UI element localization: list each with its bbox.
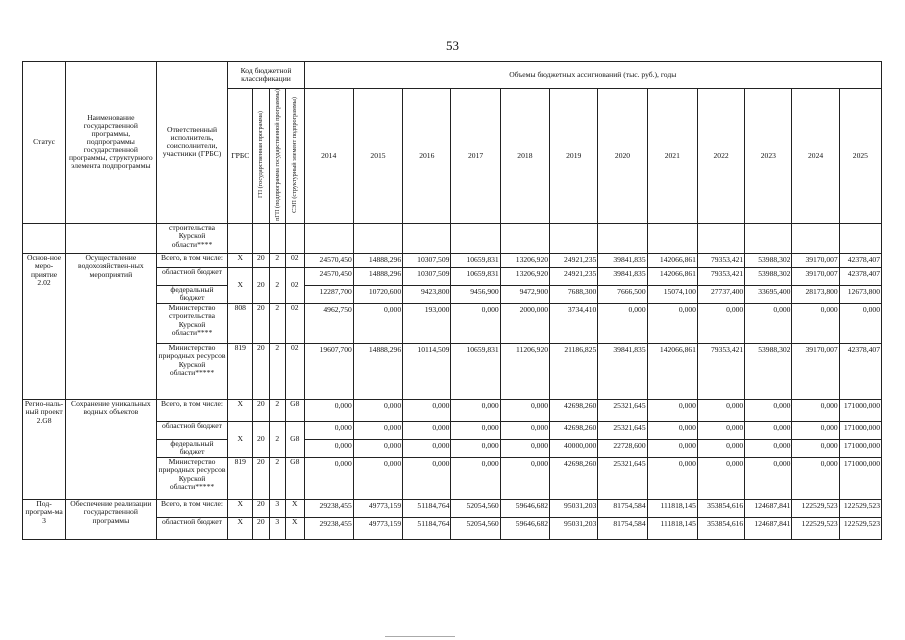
value-cell: 0,000 [304, 399, 353, 421]
value-cell: 0,000 [792, 439, 839, 457]
executor-cell: федеральный бюджет [156, 439, 228, 457]
name-cell: Сохранение уникальных водных объектов [66, 399, 156, 499]
code-sep: 02 [285, 267, 304, 303]
value-cell: 0,000 [647, 399, 697, 421]
value-cell: 0,000 [697, 421, 744, 439]
header-year: 2022 [697, 89, 744, 224]
executor-cell: Всего, в том числе: [156, 253, 228, 267]
value-cell: 10307,509 [403, 267, 451, 285]
code-pgp: 3 [269, 499, 285, 517]
value-cell: 39170,007 [792, 267, 839, 285]
value-cell: 10307,509 [403, 253, 451, 267]
value-cell [598, 223, 647, 253]
value-cell: 10659,831 [451, 343, 500, 399]
value-cell: 0,000 [745, 439, 792, 457]
name-cell: Обеспечение реализации государственной программы [66, 499, 156, 539]
value-cell: 0,000 [353, 439, 402, 457]
header-gp-label: ГП (государственная программа) [257, 111, 265, 199]
value-cell: 0,000 [839, 303, 881, 343]
page-bottom-line [385, 636, 455, 637]
value-cell: 0,000 [697, 439, 744, 457]
code-gp: 20 [253, 457, 269, 499]
value-cell: 0,000 [353, 399, 402, 421]
header-year: 2024 [792, 89, 839, 224]
value-cell: 171000,000 [839, 421, 881, 439]
value-cell: 0,000 [647, 421, 697, 439]
value-cell: 0,000 [598, 303, 647, 343]
value-cell: 42698,260 [550, 421, 598, 439]
code-gp: 20 [253, 303, 269, 343]
code-grbs: 819 [228, 457, 253, 499]
value-cell: 0,000 [697, 399, 744, 421]
value-cell: 3734,410 [550, 303, 598, 343]
value-cell: 10720,600 [353, 285, 402, 303]
value-cell: 14888,296 [353, 267, 402, 285]
code-sep [285, 223, 304, 253]
value-cell: 7666,500 [598, 285, 647, 303]
value-cell: 122529,523 [792, 499, 839, 517]
value-cell: 0,000 [353, 303, 402, 343]
code-grbs: Х [228, 517, 253, 539]
value-cell: 10659,831 [451, 267, 500, 285]
code-pgp: 2 [269, 457, 285, 499]
header-year: 2025 [839, 89, 881, 224]
value-cell: 53988,302 [745, 267, 792, 285]
value-cell: 0,000 [451, 303, 500, 343]
value-cell: 42378,407 [839, 267, 881, 285]
value-cell: 0,000 [500, 399, 549, 421]
code-sep: G8 [285, 421, 304, 457]
value-cell: 24570,450 [304, 253, 353, 267]
value-cell [353, 223, 402, 253]
header-year: 2023 [745, 89, 792, 224]
header-executor: Ответственный исполнитель, соисполнители, участники (ГРБС) [156, 62, 228, 224]
header-pgp-label: пГП (подпрограмма государственной программы) [273, 89, 281, 221]
value-cell: 25321,645 [598, 457, 647, 499]
value-cell: 122529,523 [792, 517, 839, 539]
header-name: Наименование государственной программы, подпрограммы государственной программы, структурного элемента подпрограммы [66, 62, 156, 224]
value-cell: 353854,616 [697, 517, 744, 539]
value-cell: 0,000 [304, 457, 353, 499]
value-cell: 142066,861 [647, 343, 697, 399]
table-row [23, 223, 882, 253]
code-grbs: Х [228, 253, 253, 267]
value-cell: 52054,560 [451, 517, 500, 539]
value-cell: 79353,421 [697, 253, 744, 267]
executor-cell: Всего, в том числе: [156, 399, 228, 421]
executor-cell: строительства Курской области**** [156, 223, 228, 253]
executor-cell: Министерство природных ресурсов Курской области***** [156, 457, 228, 499]
value-cell: 11206,920 [500, 343, 549, 399]
value-cell: 42698,260 [550, 457, 598, 499]
header-sep-label: СЭП (структурный элемент подпрограммы) [291, 96, 299, 213]
value-cell: 193,000 [403, 303, 451, 343]
header-volumes-group: Объемы бюджетных ассигнований (тыс. руб.), годы [304, 62, 881, 89]
header-year: 2019 [550, 89, 598, 224]
value-cell: 27737,400 [697, 285, 744, 303]
code-pgp: 2 [269, 303, 285, 343]
value-cell: 13206,920 [500, 267, 549, 285]
header-status: Статус [23, 62, 66, 224]
value-cell: 0,000 [500, 457, 549, 499]
value-cell: 142066,861 [647, 253, 697, 267]
status-cell: Основ-ное меро-приятие 2.02 [23, 253, 66, 399]
value-cell [745, 223, 792, 253]
value-cell: 0,000 [697, 457, 744, 499]
value-cell [839, 223, 881, 253]
value-cell: 0,000 [647, 439, 697, 457]
code-gp: 20 [253, 399, 269, 421]
name-cell: Осуществление водохозяйствен-ных мероприятий [66, 253, 156, 399]
value-cell: 9472,900 [500, 285, 549, 303]
value-cell: 171000,000 [839, 457, 881, 499]
header-year: 2016 [403, 89, 451, 224]
value-cell: 171000,000 [839, 439, 881, 457]
value-cell: 59646,682 [500, 499, 549, 517]
code-grbs [228, 223, 253, 253]
code-grbs: Х [228, 499, 253, 517]
value-cell: 40000,000 [550, 439, 598, 457]
value-cell: 39841,835 [598, 253, 647, 267]
code-grbs: 808 [228, 303, 253, 343]
value-cell: 95031,203 [550, 499, 598, 517]
value-cell: 0,000 [451, 399, 500, 421]
value-cell [550, 223, 598, 253]
value-cell: 7688,300 [550, 285, 598, 303]
code-gp: 20 [253, 253, 269, 267]
code-sep: 02 [285, 303, 304, 343]
value-cell [647, 223, 697, 253]
value-cell: 25321,645 [598, 421, 647, 439]
value-cell: 52054,560 [451, 499, 500, 517]
header-year: 2017 [451, 89, 500, 224]
executor-cell: областной бюджет [156, 267, 228, 285]
value-cell [500, 223, 549, 253]
executor-cell: федеральный бюджет [156, 285, 228, 303]
page-number: 53 [446, 38, 459, 53]
value-cell: 42378,407 [839, 343, 881, 399]
header-year: 2021 [647, 89, 697, 224]
value-cell: 111818,145 [647, 517, 697, 539]
value-cell [304, 223, 353, 253]
header-year: 2018 [500, 89, 549, 224]
value-cell: 81754,584 [598, 499, 647, 517]
value-cell: 29238,455 [304, 499, 353, 517]
value-cell: 79353,421 [697, 343, 744, 399]
value-cell: 39841,835 [598, 343, 647, 399]
table-row [23, 253, 882, 267]
code-gp: 20 [253, 343, 269, 399]
code-grbs: 819 [228, 343, 253, 399]
value-cell: 51184,764 [403, 499, 451, 517]
value-cell: 0,000 [500, 421, 549, 439]
value-cell: 13206,920 [500, 253, 549, 267]
value-cell: 2000,000 [500, 303, 549, 343]
code-pgp: 2 [269, 421, 285, 457]
value-cell: 0,000 [792, 457, 839, 499]
value-cell [451, 223, 500, 253]
value-cell: 42698,260 [550, 399, 598, 421]
code-gp: 20 [253, 499, 269, 517]
value-cell: 24921,235 [550, 253, 598, 267]
value-cell: 28173,800 [792, 285, 839, 303]
code-gp: 20 [253, 517, 269, 539]
value-cell: 0,000 [500, 439, 549, 457]
value-cell: 0,000 [792, 421, 839, 439]
code-gp [253, 223, 269, 253]
header-year: 2020 [598, 89, 647, 224]
code-gp: 20 [253, 267, 269, 303]
code-sep: G8 [285, 399, 304, 421]
value-cell: 0,000 [792, 399, 839, 421]
code-sep: G8 [285, 457, 304, 499]
value-cell: 14888,296 [353, 343, 402, 399]
value-cell: 15074,100 [647, 285, 697, 303]
value-cell [792, 223, 839, 253]
code-grbs: Х [228, 267, 253, 303]
header-pgp [269, 89, 285, 224]
value-cell: 124687,841 [745, 517, 792, 539]
value-cell: 14888,296 [353, 253, 402, 267]
code-pgp: 2 [269, 343, 285, 399]
value-cell: 0,000 [451, 457, 500, 499]
name-cell [66, 223, 156, 253]
value-cell: 42378,407 [839, 253, 881, 267]
value-cell: 53988,302 [745, 253, 792, 267]
executor-cell: областной бюджет [156, 517, 228, 539]
value-cell: 39170,007 [792, 253, 839, 267]
value-cell: 0,000 [403, 399, 451, 421]
code-pgp [269, 223, 285, 253]
value-cell: 0,000 [745, 399, 792, 421]
value-cell: 49773,159 [353, 517, 402, 539]
status-cell: Регио-наль-ный проект 2.G8 [23, 399, 66, 499]
value-cell: 142066,861 [647, 267, 697, 285]
value-cell: 0,000 [403, 457, 451, 499]
value-cell: 29238,455 [304, 517, 353, 539]
code-pgp: 3 [269, 517, 285, 539]
value-cell [697, 223, 744, 253]
header-year: 2015 [353, 89, 402, 224]
status-cell: Под-програм-ма 3 [23, 499, 66, 539]
value-cell: 9456,900 [451, 285, 500, 303]
value-cell: 59646,682 [500, 517, 549, 539]
value-cell: 0,000 [451, 421, 500, 439]
header-grbs: ГРБС [228, 89, 253, 224]
value-cell: 24921,235 [550, 267, 598, 285]
executor-cell: Всего, в том числе: [156, 499, 228, 517]
value-cell: 0,000 [745, 421, 792, 439]
value-cell: 53988,302 [745, 343, 792, 399]
code-sep: 02 [285, 253, 304, 267]
value-cell: 0,000 [647, 303, 697, 343]
value-cell: 0,000 [353, 421, 402, 439]
value-cell: 111818,145 [647, 499, 697, 517]
code-grbs: Х [228, 421, 253, 457]
header-year: 2014 [304, 89, 353, 224]
value-cell: 10114,509 [403, 343, 451, 399]
value-cell: 39841,835 [598, 267, 647, 285]
value-cell: 25321,645 [598, 399, 647, 421]
value-cell: 39170,007 [792, 343, 839, 399]
value-cell: 0,000 [697, 303, 744, 343]
value-cell: 122529,523 [839, 517, 881, 539]
value-cell: 122529,523 [839, 499, 881, 517]
value-cell: 24570,450 [304, 267, 353, 285]
value-cell: 0,000 [745, 303, 792, 343]
value-cell: 19607,700 [304, 343, 353, 399]
table-row [23, 399, 882, 421]
code-sep: 02 [285, 343, 304, 399]
executor-cell: Министерство строительства Курской области**** [156, 303, 228, 343]
value-cell: 0,000 [647, 457, 697, 499]
code-grbs: Х [228, 399, 253, 421]
value-cell: 33695,400 [745, 285, 792, 303]
value-cell: 0,000 [304, 421, 353, 439]
value-cell: 79353,421 [697, 267, 744, 285]
value-cell [403, 223, 451, 253]
table-row [23, 499, 882, 517]
value-cell: 0,000 [403, 421, 451, 439]
value-cell: 81754,584 [598, 517, 647, 539]
value-cell: 0,000 [792, 303, 839, 343]
value-cell: 10659,831 [451, 253, 500, 267]
value-cell: 22728,600 [598, 439, 647, 457]
value-cell: 51184,764 [403, 517, 451, 539]
status-cell [23, 223, 66, 253]
value-cell: 353854,616 [697, 499, 744, 517]
header-gp [253, 89, 269, 224]
header-code-group: Код бюджетной классификации [228, 62, 304, 89]
value-cell: 12287,700 [304, 285, 353, 303]
value-cell: 0,000 [403, 439, 451, 457]
code-gp: 20 [253, 421, 269, 457]
value-cell: 12673,800 [839, 285, 881, 303]
code-pgp: 2 [269, 253, 285, 267]
value-cell: 49773,159 [353, 499, 402, 517]
value-cell: 0,000 [745, 457, 792, 499]
header-sep [285, 89, 304, 224]
value-cell: 171000,000 [839, 399, 881, 421]
value-cell: 0,000 [451, 439, 500, 457]
value-cell: 21186,825 [550, 343, 598, 399]
value-cell: 4962,750 [304, 303, 353, 343]
executor-cell: областной бюджет [156, 421, 228, 439]
code-sep: Х [285, 499, 304, 517]
code-sep: Х [285, 517, 304, 539]
value-cell: 0,000 [304, 439, 353, 457]
value-cell: 124687,841 [745, 499, 792, 517]
code-pgp: 2 [269, 399, 285, 421]
executor-cell: Министерство природных ресурсов Курской области***** [156, 343, 228, 399]
value-cell: 95031,203 [550, 517, 598, 539]
budget-table [22, 61, 882, 540]
code-pgp: 2 [269, 267, 285, 303]
value-cell: 0,000 [353, 457, 402, 499]
value-cell: 9423,800 [403, 285, 451, 303]
